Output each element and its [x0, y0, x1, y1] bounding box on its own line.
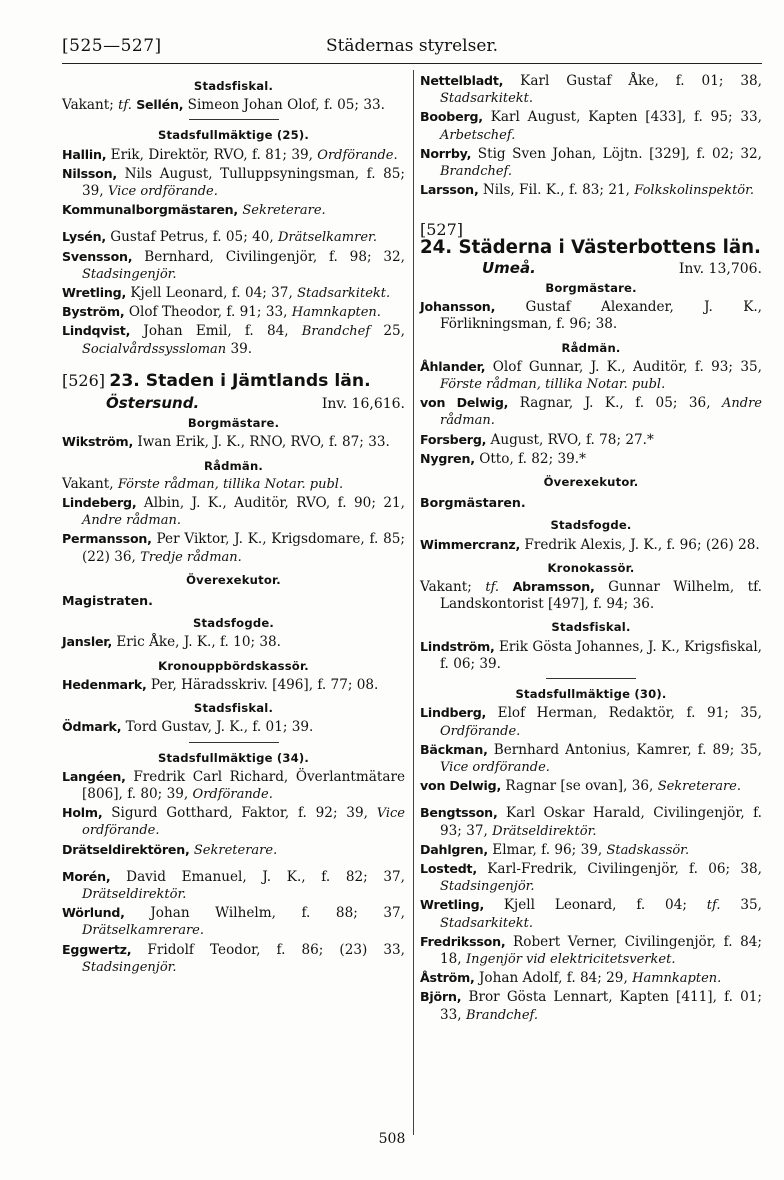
directory-entry — [62, 841, 405, 859]
left-block-1 — [62, 78, 405, 358]
entry-text: Kjell Leonard, f. 04; 37, — [126, 285, 298, 302]
entry-surname: Langéen, — [62, 768, 126, 784]
entry-title: Stadsingenjör. — [82, 266, 177, 282]
directory-entry — [420, 704, 762, 739]
section-subheading: Stadsfiskal. — [193, 79, 274, 93]
entry-surname: Hallin, — [62, 146, 107, 162]
running-header — [62, 36, 762, 60]
section-subheading: Stadsfiskal. — [193, 701, 274, 716]
directory-entry — [62, 165, 405, 200]
entry-title: Drätseldirektör. — [492, 823, 597, 839]
entry-text: Elmar, f. 96; 39, — [487, 841, 607, 858]
entry-title: Stadsingenjör. — [440, 879, 535, 895]
entry-text: Tord Gustav, J. K., f. 01; 39. — [121, 719, 314, 736]
entry-text: Albin, J. K., Auditör, RVO, f. 90; 21, — [136, 495, 405, 512]
entry-text: Gunnar Wilhelm, tf. Landskontorist [497], f. 94; 36. — [440, 579, 763, 613]
directory-entry — [420, 896, 762, 931]
entry-surname: Wretling, — [420, 897, 485, 913]
section-subheading: Överexekutor. — [543, 475, 639, 490]
entry-title: Sekreterare. — [193, 842, 278, 858]
entry-surname: Norrby, — [420, 145, 472, 161]
entry-text: Vakant; — [420, 579, 486, 596]
entry-text: 35, — [720, 897, 762, 914]
office-holder-label: Borgmästaren. — [420, 495, 526, 511]
entry-text: 39. — [226, 340, 253, 357]
section-subheading: Stadsfiskal. — [551, 620, 631, 635]
entry-title: Arbetschef. — [440, 127, 516, 143]
section-subheading: Stadsfogde. — [550, 518, 632, 533]
entry-text: Nils August, Tulluppsyningsman, f. 85; 39, — [82, 165, 405, 200]
entry-surname: Forsberg, — [420, 431, 487, 447]
entry-title: Socialvårdssyssloman — [82, 341, 227, 357]
section-subheading: Borgmästare. — [545, 281, 637, 296]
entry-text: Per, Häradsskriv. [496], f. 77; 08. — [146, 676, 379, 693]
directory-entry — [62, 676, 405, 694]
entry-surname: Wimmercranz, — [420, 536, 521, 552]
entry-title: Brandchef. — [440, 164, 513, 180]
entry-surname: Lindqvist, — [62, 323, 131, 339]
directory-entry — [62, 868, 405, 903]
directory-entry — [62, 322, 405, 357]
entry-title: Folkskolinspektör. — [634, 183, 755, 199]
entry-title: Drätseldirektör. — [82, 886, 187, 902]
right-block-1 — [420, 72, 762, 199]
entry-title: Andre rådman. — [440, 396, 762, 429]
directory-entry — [62, 941, 405, 976]
entry-text: Erik, Direktör, RVO, f. 81; 39, — [106, 146, 318, 163]
town-header-ostersund — [62, 395, 405, 413]
entry-text: August, RVO, f. 78; 27.* — [486, 431, 654, 448]
town-name: Umeå. — [482, 258, 536, 277]
entry-surname: Lindström, — [420, 638, 495, 654]
directory-entry — [420, 578, 762, 613]
entry-surname: Wretling, — [62, 285, 127, 301]
entry-surname: Nilsson, — [62, 165, 117, 181]
entry-surname: Kommunalborgmästaren, — [62, 202, 239, 218]
section-title: 24. Städerna i Västerbottens län. — [420, 236, 761, 258]
directory-entry — [62, 284, 405, 302]
directory-entry — [62, 248, 405, 283]
entry-text: Johan Wilhelm, f. 88; 37, — [124, 905, 405, 922]
directory-entry — [62, 433, 405, 451]
entry-surname: Lostedt, — [420, 860, 477, 876]
directory-entry — [62, 494, 405, 529]
entry-title: Ordförande. — [440, 723, 521, 739]
entry-text: Fridolf Teodor, f. 86; (23) 33, — [131, 941, 405, 958]
header-title: Städernas styrelser. — [325, 36, 499, 56]
section-subheading: Överexekutor. — [186, 572, 281, 587]
entry-title: Stadsarkitekt. — [440, 915, 534, 931]
entry-title: Brandchef — [301, 324, 371, 340]
entry-text: Karl Gustaf Åke, f. 01; 38, — [503, 73, 762, 89]
directory-entry — [62, 146, 405, 164]
entry-text: Karl Oskar Harald, Civilingenjör, f. 93; 37, — [440, 805, 762, 839]
entry-surname: Eggwertz, — [62, 941, 132, 957]
entry-text: 25, — [370, 323, 405, 340]
entry-surname: Sellén, — [136, 97, 184, 113]
entry-title: Stadsarkitekt. — [297, 286, 391, 302]
directory-entry — [420, 841, 762, 859]
directory-entry — [420, 933, 762, 968]
entry-text: Eric Åke, J. K., f. 10; 38. — [112, 634, 281, 651]
entry-title: Stadskassör. — [606, 842, 690, 858]
directory-entry — [62, 633, 405, 651]
entry-text: Iwan Erik, J. K., RNO, RVO, f. 87; 33. — [133, 434, 390, 451]
directory-entry — [420, 298, 762, 333]
entry-surname: Lysén, — [62, 229, 106, 245]
entry-text: Ragnar [se ovan], 36, — [501, 778, 658, 795]
entry-title: Vice ordförande. — [107, 184, 218, 200]
directory-entry — [62, 303, 405, 321]
directory-entry — [62, 718, 405, 736]
entry-surname: Permansson, — [62, 531, 152, 547]
entry-surname: Hedenmark, — [62, 676, 147, 692]
separator-rule — [546, 678, 636, 679]
entry-text: Johan Adolf, f. 84; 29, — [474, 970, 633, 987]
entry-text: Bernhard, Civilingenjör, f. 98; 32, — [132, 248, 405, 265]
directory-entry — [420, 358, 762, 393]
entry-text: Robert Verner, Civilingenjör, f. 84; 18, — [440, 933, 762, 967]
entry-title: Drätselkamrerare. — [82, 923, 205, 939]
column-divider — [413, 70, 414, 1135]
page-number: 508 — [378, 1131, 406, 1147]
entry-text: Elof Herman, Redaktör, f. 91; 35, — [486, 705, 762, 722]
entry-title: Ordförande. — [192, 786, 273, 802]
entry-title: Vice ordförande. — [82, 806, 405, 839]
entry-surname: Bäckman, — [420, 741, 488, 757]
entry-text: Ragnar, J. K., f. 05; 36, — [508, 395, 722, 412]
section-page-ref: [527] — [420, 220, 464, 240]
spacer — [62, 859, 405, 868]
directory-entry — [420, 804, 762, 839]
entry-text: Nils, Fil. K., f. 83; 21, — [478, 182, 635, 199]
entry-surname: Nettelbladt, — [420, 73, 504, 88]
entry-title: Hamnkapten. — [291, 305, 381, 321]
entry-title: Ingenjör vid elektricitetsverket. — [465, 951, 676, 967]
entry-surname: von Delwig, — [420, 395, 509, 411]
entry-text: Johan Emil, f. 84, — [130, 323, 302, 340]
directory-entry — [62, 904, 405, 939]
entry-surname: Fredriksson, — [420, 933, 506, 949]
entry-surname: Byström, — [62, 304, 125, 320]
directory-entry — [62, 201, 405, 219]
section-subheading: Stadsfullmäktige (25). — [157, 128, 310, 143]
directory-entry — [420, 431, 762, 449]
town-name: Östersund. — [106, 394, 200, 413]
left-block-2 — [62, 415, 405, 976]
office-holder-label: Magistraten. — [62, 593, 153, 609]
entry-surname: Holm, — [62, 805, 103, 821]
entry-text: Simeon Johan Olof, f. 05; 33. — [183, 97, 385, 114]
entry-surname: Abramsson, — [512, 579, 595, 595]
entry-text: Erik Gösta Johannes, J. K., Krigsfiskal, f. 06; 39. — [440, 638, 762, 672]
entry-text: Sigurd Gotthard, Faktor, f. 92; 39, — [102, 805, 377, 822]
entry-text: Bror Gösta Lennart, Kapten [411], f. 01; 33, — [440, 989, 762, 1023]
section-subheading: Stadsfullmäktige (30). — [515, 687, 667, 702]
entry-surname: Larsson, — [420, 182, 479, 198]
entry-title: tf. — [485, 580, 500, 596]
directory-entry — [420, 860, 762, 895]
section-heading-jamtland — [62, 372, 405, 391]
section-subheading: Borgmästare. — [187, 416, 280, 431]
directory-entry — [420, 108, 762, 143]
entry-surname: Dahlgren, — [420, 841, 488, 857]
spacer — [420, 795, 762, 804]
entry-title: Sekreterare. — [657, 779, 741, 795]
section-subheading: Rådmän. — [203, 458, 263, 473]
entry-title: Brandchef. — [465, 1007, 538, 1023]
entry-surname: Lindberg, — [420, 705, 487, 721]
entry-title: tf. — [118, 98, 132, 114]
entry-surname: Wikström, — [62, 434, 134, 450]
entry-surname: Björn, — [420, 989, 462, 1005]
entry-title: Sekreterare. — [242, 203, 326, 219]
entry-title: Förste rådman, tillika Notar. publ. — [117, 476, 344, 492]
town-header-umea — [420, 260, 762, 278]
entry-text: Kjell Leonard, f. 04; — [484, 897, 707, 914]
header-page-range: [525—527] — [62, 36, 162, 56]
entry-text: Vakant; — [62, 97, 119, 114]
entry-text: Vakant, — [62, 475, 118, 492]
directory-entry — [420, 638, 762, 673]
entry-title: Tredje rådman. — [140, 549, 242, 565]
directory-entry — [62, 228, 405, 246]
header-rule — [62, 63, 762, 64]
directory-entry — [62, 768, 405, 803]
directory-entry — [62, 530, 405, 565]
section-title: 23. Staden i Jämtlands län. — [109, 370, 371, 391]
entry-text: Bernhard Antonius, Kamrer, f. 89; 35, — [487, 741, 762, 758]
entry-title: Förste rådman, tillika Notar. publ. — [440, 377, 666, 393]
entry-surname: Jansler, — [62, 634, 113, 650]
entry-surname: Booberg, — [420, 109, 483, 125]
separator-rule — [189, 742, 279, 743]
town-inhabitants: Inv. 16,616. — [321, 396, 405, 413]
directory-entry — [62, 804, 405, 839]
entry-surname: Lindeberg, — [62, 495, 137, 511]
entry-surname: Åhlander, — [420, 358, 486, 374]
separator-rule — [189, 119, 279, 120]
section-subheading: Stadsfogde. — [193, 616, 274, 631]
entry-title: Vice ordförande. — [440, 759, 550, 775]
entry-surname: Nygren, — [420, 450, 475, 466]
section-page-ref: [526] — [62, 370, 106, 390]
entry-text: Fredrik Carl Richard, Överlantmätare [806], f. 80; 39, — [82, 768, 405, 802]
directory-entry — [420, 181, 762, 199]
section-subheading: Kronokassör. — [547, 560, 635, 575]
entry-title: Stadsingenjör. — [82, 959, 177, 975]
entry-title: Hamnkapten. — [632, 971, 722, 987]
section-heading-vasterbotten — [420, 220, 762, 258]
entry-surname: Bengtsson, — [420, 805, 498, 821]
entry-text: Stig Sven Johan, Löjtn. [329], f. 02; 32, — [471, 145, 762, 162]
directory-entry — [420, 536, 762, 554]
entry-text: Karl-Fredrik, Civilingenjör, f. 06; 38, — [476, 860, 762, 877]
town-inhabitants: Inv. 13,706. — [678, 260, 762, 277]
entry-text: Olof Theodor, f. 91; 33, — [124, 304, 292, 321]
entry-text: Karl August, Kapten [433], f. 95; 33, — [482, 109, 762, 126]
right-block-2 — [420, 280, 762, 1024]
entry-title: Ordförande. — [317, 147, 398, 163]
entry-text: Gustaf Alexander, J. K., Förlikningsman, f. 96; 38. — [440, 299, 762, 333]
entry-surname: Ödmark, — [62, 719, 122, 735]
entry-text: David Emanuel, J. K., f. 82; 37, — [110, 868, 405, 885]
entry-surname: Wörlund, — [62, 905, 125, 921]
right-column — [420, 72, 762, 1024]
section-subheading: Rådmän. — [561, 340, 621, 355]
directory-entry — [420, 394, 762, 429]
entry-text: Olof Gunnar, J. K., Auditör, f. 93; 35, — [485, 358, 762, 375]
entry-text: Per Viktor, J. K., Krigsdomare, f. 85; (22) 36, — [82, 531, 405, 565]
entry-title: Stadsarkitekt. — [440, 91, 534, 107]
directory-entry — [420, 969, 762, 987]
entry-title: Andre rådman. — [82, 513, 181, 529]
directory-entry — [420, 988, 762, 1023]
spacer — [62, 219, 405, 228]
entry-title: tf. — [706, 898, 721, 914]
directory-entry — [420, 72, 762, 107]
directory-entry — [420, 777, 762, 795]
directory-entry — [62, 476, 405, 493]
entry-surname: von Delwig, — [420, 778, 502, 794]
entry-text: Gustaf Petrus, f. 05; 40, — [105, 229, 279, 246]
entry-text — [499, 579, 513, 595]
directory-entry — [420, 450, 762, 468]
entry-surname: Drätseldirektören, — [62, 841, 190, 857]
directory-entry — [420, 741, 762, 776]
section-subheading: Stadsfullmäktige (34). — [157, 750, 310, 765]
entry-surname: Åström, — [420, 970, 475, 986]
entry-surname: Svensson, — [62, 248, 133, 264]
entry-text: Fredrik Alexis, J. K., f. 96; (26) 28. — [520, 536, 760, 553]
directory-entry — [420, 145, 762, 180]
entry-text: Otto, f. 82; 39.* — [474, 450, 586, 467]
section-subheading: Kronouppbördskassör. — [158, 658, 309, 673]
left-column — [62, 72, 405, 976]
directory-entry — [62, 96, 405, 114]
entry-surname: Johansson, — [420, 299, 496, 315]
entry-surname: Morén, — [62, 868, 111, 884]
entry-title: Drätselkamrer. — [278, 230, 377, 246]
